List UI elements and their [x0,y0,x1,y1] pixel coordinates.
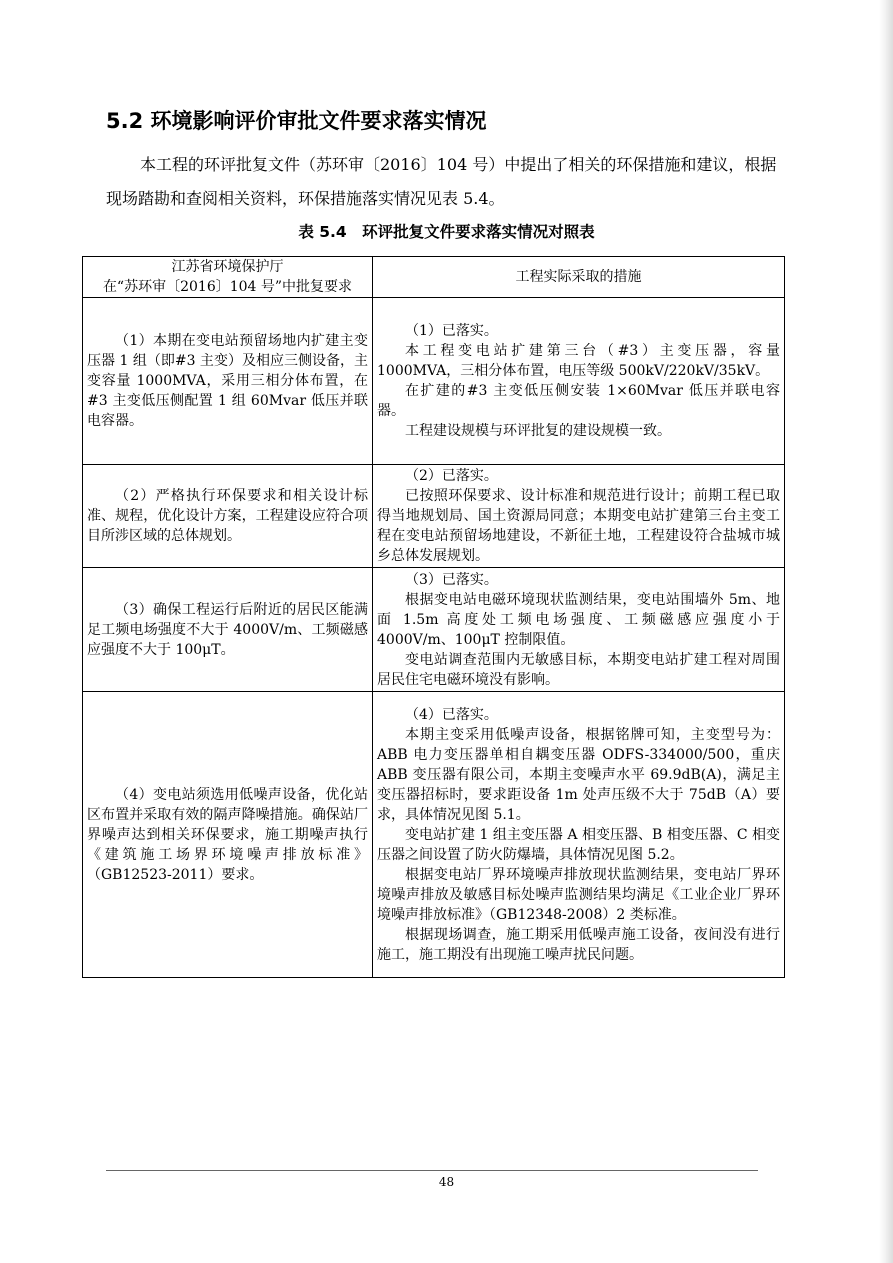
measure-text: 本工程变电站扩建第三台（#3）主变压器，容量 1000MVA，三相分体布置，电压等级 500kV/220kV/35kV。 [377,343,780,379]
measure-status: （1）已落实。 [405,323,498,339]
measure-status: （2）已落实。 [405,468,498,484]
measure-status: （3）已落实。 [405,571,498,588]
table-row [83,465,785,568]
measure-status: （4）已落实。 [405,706,498,723]
measure-text: 变电站扩建 1 组主变压器 A 相变压器、B 相变压器、C 相变压器之间设置了防火防爆墙，具体情况见图 5.2。 [377,826,780,863]
measures-cell [373,298,785,465]
requirement-cell [83,298,373,465]
requirement-cell [83,465,373,568]
table-caption: 表 5.4 环评批复文件要求落实情况对照表 [298,223,595,241]
table-row [83,568,785,692]
measure-text: 工程建设规模与环评批复的建设规模一致。 [405,423,671,439]
measure-text: 变电站调查范围内无敏感目标，本期变电站扩建工程对周围居民住宅电磁环境没有影响。 [377,651,780,688]
measure-text: 在扩建的#3 主变低压侧安装 1×60Mvar 低压并联电容器。 [377,383,780,419]
requirements-column-header [83,257,373,298]
requirement-cell [83,568,373,692]
table-header-row [83,257,785,298]
section-heading: 5.2 环境影响评价审批文件要求落实情况 [106,109,487,133]
measures-column-header: 工程实际采取的措施 [373,257,785,298]
intro-paragraph: 本工程的环评批复文件（苏环审〔2016〕104 号）中提出了相关的环保措施和建议，根据现场踏勘和查阅相关资料，环保措施落实情况见表 5.4。 [106,155,777,208]
requirement-cell [83,692,373,978]
requirement-text: （2）严格执行环保要求和相关设计标准、规程，优化设计方案，工程建设应符合项目所涉区域的总体规划。 [87,488,368,544]
table-row [83,692,785,978]
requirement-text: （3）确保工程运行后附近的居民区能满足工频电场强度不大于 4000V/m、工频磁感应强度不大于 100μT。 [87,601,368,658]
measure-text: 已按照环保要求、设计标准和规范进行设计；前期工程已取得当地规划局、国土资源局同意；本期变电站扩建第三台主变工程在变电站预留场地建设，不新征土地，工程建设符合盐城市城乡总体发展规划。 [377,488,780,564]
header-authority: 江苏省环境保护厅 [171,259,284,275]
table-row [83,298,785,465]
measure-text: 根据现场调查，施工期采用低噪声施工设备，夜间没有进行施工，施工期没有出现施工噪声扰民问题。 [377,926,780,963]
requirement-text: （4）变电站须选用低噪声设备，优化站区布置并采取有效的隔声降噪措施。确保站厂界噪声达到相关环保要求，施工期噪声执行《建筑施工场界环境噪声排放标准》（GB12523-2011）要求。 [87,786,368,883]
header-document: 在“苏环审〔2016〕104 号”中批复要求 [102,279,353,295]
measure-text: 根据变电站电磁环境现状监测结果，变电站围墙外 5m、地面 1.5m 高度处工频电场强度、工频磁感应强度小于 4000V/m、100μT 控制限值。 [377,591,780,648]
footer-divider [106,1170,758,1171]
measure-text: 根据变电站厂界环境噪声排放现状监测结果，变电站厂界环境噪声排放及敏感目标处噪声监测结果均满足《工业企业厂界环境噪声排放标准》（GB12348-2008）2 类标准。 [377,866,780,923]
page-number: 48 [438,1175,455,1189]
measures-cell [373,692,785,978]
measures-cell [373,568,785,692]
measure-text: 本期主变采用低噪声设备，根据铭牌可知，主变型号为：ABB 电力变压器单相自耦变压器 ODFS-334000/500，重庆 ABB 变压器有限公司，本期主变噪声水平 69.9dB(A)，满足主变压器招标时，要求距设备 1m 处声压级不大于 75dB（A）要求，具体情况见图 5.1。 [377,726,780,823]
requirements-table [82,256,785,978]
requirement-text: （1）本期在变电站预留场地内扩建主变压器 1 组（即#3 主变）及相应三侧设备，主变容量 1000MVA，采用三相分体布置，在#3 主变低压侧配置 1 组 60Mvar 低压并联电容器。 [87,333,368,429]
page-edge-shadow [879,0,893,1263]
measures-cell [373,465,785,568]
